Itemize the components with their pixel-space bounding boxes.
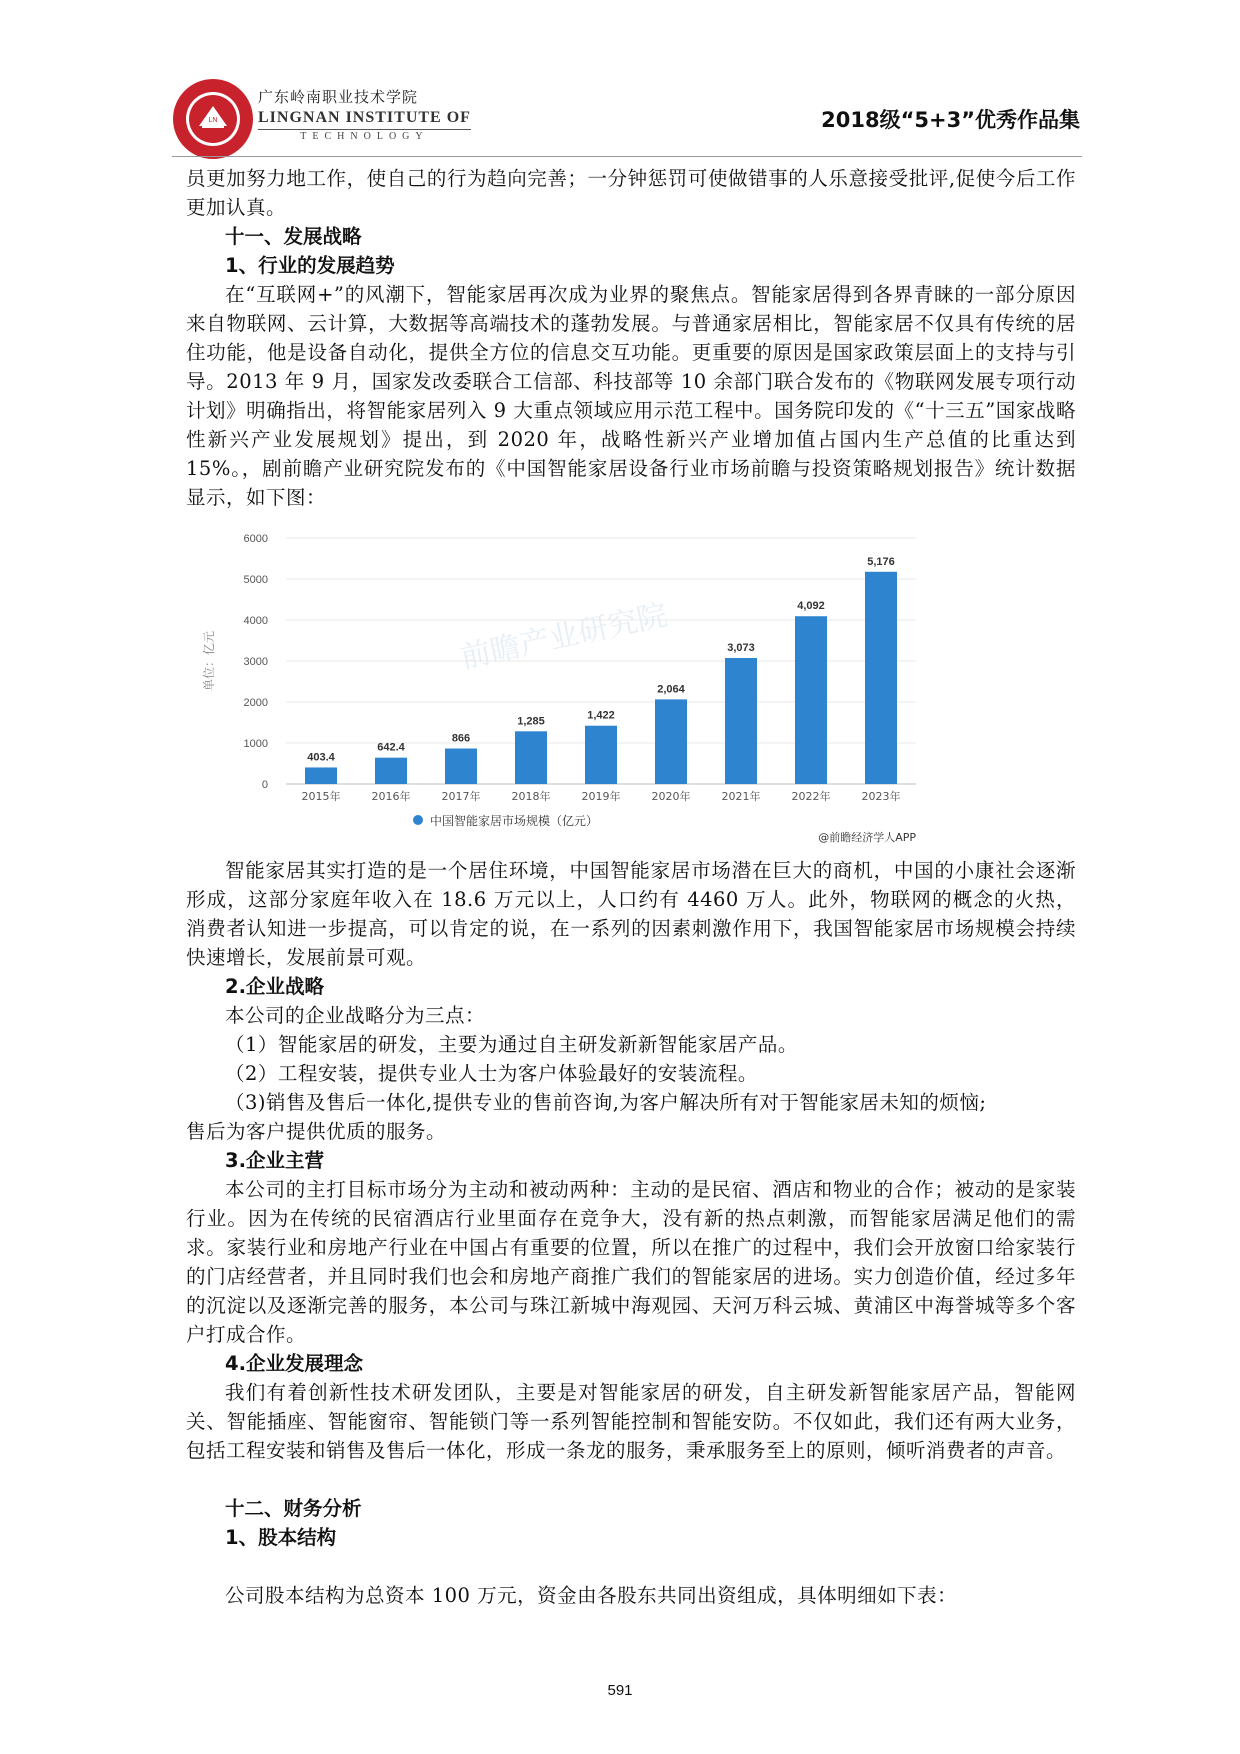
chart-x-tick-label: 2015年 [301, 790, 341, 803]
chart-legend-label: 中国智能家居市场规模（亿元） [430, 814, 599, 828]
chart-bar [795, 616, 827, 784]
paragraph-main-business: 本公司的主打目标市场分为主动和被动两种：主动的是民宿、酒店和物业的合作；被动的是家装行业。因为在传统的民宿酒店行业里面存在竞争大，没有新的热点刺激，而智能家居满足他们的需求。家装行业和房地产行业在中国占有重要的位置，所以在推广的过程中，我们会开放窗口给家装行的门店经营者，并且同时我们也会和房地产商推广我们的智能家居的进场。实力创造价值，经过多年的沉淀以及逐渐完善的服务，本公司与珠江新城中海观园、天河万科云城、黄浦区中海誉城等多个客户打成合作。 [186, 1178, 1076, 1346]
chart-data-label: 1,285 [517, 715, 545, 728]
chart-data-label: 642.4 [377, 741, 405, 754]
chart-x-tick-label: 2021年 [721, 790, 761, 803]
subheading-equity-structure: 1、股本结构 [225, 1526, 337, 1549]
chart-source: @前瞻经济学人APP [818, 831, 916, 844]
school-logo-icon [172, 78, 254, 160]
chart-x-tick-label: 2017年 [441, 790, 481, 803]
chart-y-tick-label: 2000 [243, 697, 268, 709]
chart-bar [725, 658, 757, 784]
chart-bar [375, 758, 407, 784]
chart-x-tick-label: 2020年 [651, 790, 691, 803]
chart-y-tick-label: 3000 [243, 656, 268, 668]
chart-data-label: 403.4 [307, 751, 335, 764]
paragraph-continued: 员更加努力地工作，使自己的行为趋向完善；一分钟惩罚可使做错事的人乐意接受批评,促使今后工作更加认真。 [186, 167, 1076, 219]
subheading-industry-trend: 1、行业的发展趋势 [225, 254, 395, 277]
chart-data-label: 3,073 [727, 642, 755, 655]
strategy-item-1: （1）智能家居的研发，主要为通过自主研发新新智能家居产品。 [225, 1033, 798, 1056]
market-size-bar-chart [186, 516, 1076, 852]
strategy-intro: 本公司的企业战略分为三点： [225, 1004, 486, 1027]
subheading-main-business: 3.企业主营 [225, 1149, 324, 1172]
chart-watermark: 前瞻产业研究院 [457, 597, 671, 676]
chart-y-axis-label: 单位：亿元 [202, 630, 216, 692]
school-name-cn: 广东岭南职业技术学院 [258, 88, 419, 106]
school-name-en: LINGNAN INSTITUTE OF [258, 109, 471, 130]
paragraph-equity-structure: 公司股本结构为总资本 100 万元，资金由各股东共同出资组成，具体明细如下表： [225, 1584, 958, 1607]
school-name-block [258, 86, 471, 142]
chart-y-tick-label: 0 [261, 779, 268, 791]
chart-x-tick-label: 2018年 [511, 790, 551, 803]
chart-bar [585, 726, 617, 784]
chart-data-label: 5,176 [867, 555, 895, 568]
chart-y-tick-label: 5000 [243, 574, 268, 586]
chart-y-tick-label: 1000 [243, 738, 268, 750]
chart-y-tick-label: 6000 [243, 533, 268, 545]
subheading-development-concept: 4.企业发展理念 [225, 1352, 363, 1375]
chart-x-tick-label: 2022年 [791, 790, 831, 803]
page-header [0, 0, 1240, 160]
chart-x-tick-label: 2023年 [861, 790, 901, 803]
subheading-enterprise-strategy: 2.企业战略 [225, 975, 324, 998]
spacer [186, 1465, 1076, 1494]
section-heading-development: 十一、发展战略 [225, 225, 362, 248]
chart-data-label: 4,092 [797, 600, 825, 613]
paragraph-industry-trend: 在“互联网+”的风潮下，智能家居再次成为业界的聚焦点。智能家居得到各界青睐的一部分原因来自物联网、云计算，大数据等高端技术的蓬勃发展。与普通家居相比，智能家居不仅具有传统的居住功能，他是设备自动化，提供全方位的信息交互功能。更重要的原因是国家政策层面上的支持与引导。2013 年 9 月，国家发改委联合工信部、科技部等 10 余部门联合发布的《物联网发展专项行动计划》明确指出，将智能家居列入 9 大重点领域应用示范工程中。国务院印发的《“十三五”国家战略性新兴产业发展规划》提出，到 2020 年，战略性新兴产业增加值占国内生产总值的比重达到 15%。，剧前瞻产业研究院发布的《中国智能家居设备行业市场前瞻与投资策略规划报告》统计数据显示，如下图： [186, 283, 1076, 509]
strategy-item-3: （3)销售及售后一体化,提供专业的售前咨询,为客户解决所有对于智能家居未知的烦恼; [225, 1091, 987, 1114]
chart-bar [865, 572, 897, 784]
strategy-item-2: （2）工程安装，提供专业人士为客户体验最好的安装流程。 [225, 1062, 758, 1085]
chart-data-label: 1,422 [587, 709, 615, 722]
page-number: 591 [607, 1682, 633, 1699]
collection-title: 2018级“5+3”优秀作品集 [821, 108, 1080, 132]
chart-y-tick-label: 4000 [243, 615, 268, 627]
page-content [186, 164, 1076, 1610]
chart-bar [305, 767, 337, 784]
header-divider [172, 156, 1082, 157]
chart-data-label: 2,064 [657, 683, 685, 696]
school-name-en-2: TECHNOLOGY [300, 131, 429, 142]
chart-data-label: 866 [451, 732, 471, 745]
market-size-chart [186, 516, 1076, 852]
paragraph-after-chart: 智能家居其实打造的是一个居住环境，中国智能家居市场潜在巨大的商机，中国的小康社会逐渐形成，这部分家庭年收入在 18.6 万元以上，人口约有 4460 万人。此外，物联网的概念的火热， 消费者认知进一步提高，可以肯定的说，在一系列的因素刺激作用下，我国智能家居市场规模会持续快速增长，发展前景可观。 [186, 859, 1076, 969]
spacer [186, 1552, 1076, 1581]
paragraph-development-concept: 我们有着创新性技术研发团队，主要是对智能家居的研发，自主研发新智能家居产品，智能网关、智能插座、智能窗帘、智能锁门等一系列智能控制和智能安防。不仅如此，我们还有两大业务，包括工程安装和销售及售后一体化，形成一条龙的服务，秉承服务至上的原则，倾听消费者的声音。 [186, 1381, 1076, 1462]
chart-x-tick-label: 2016年 [371, 790, 411, 803]
chart-legend-marker [413, 815, 423, 825]
chart-bar [515, 731, 547, 784]
section-heading-finance: 十二、财务分析 [225, 1497, 362, 1520]
chart-bar [655, 699, 687, 784]
chart-bar [445, 748, 477, 784]
strategy-item-3-continued: 售后为客户提供优质的服务。 [186, 1120, 447, 1143]
svg-text:LN: LN [208, 117, 218, 124]
chart-x-tick-label: 2019年 [581, 790, 621, 803]
